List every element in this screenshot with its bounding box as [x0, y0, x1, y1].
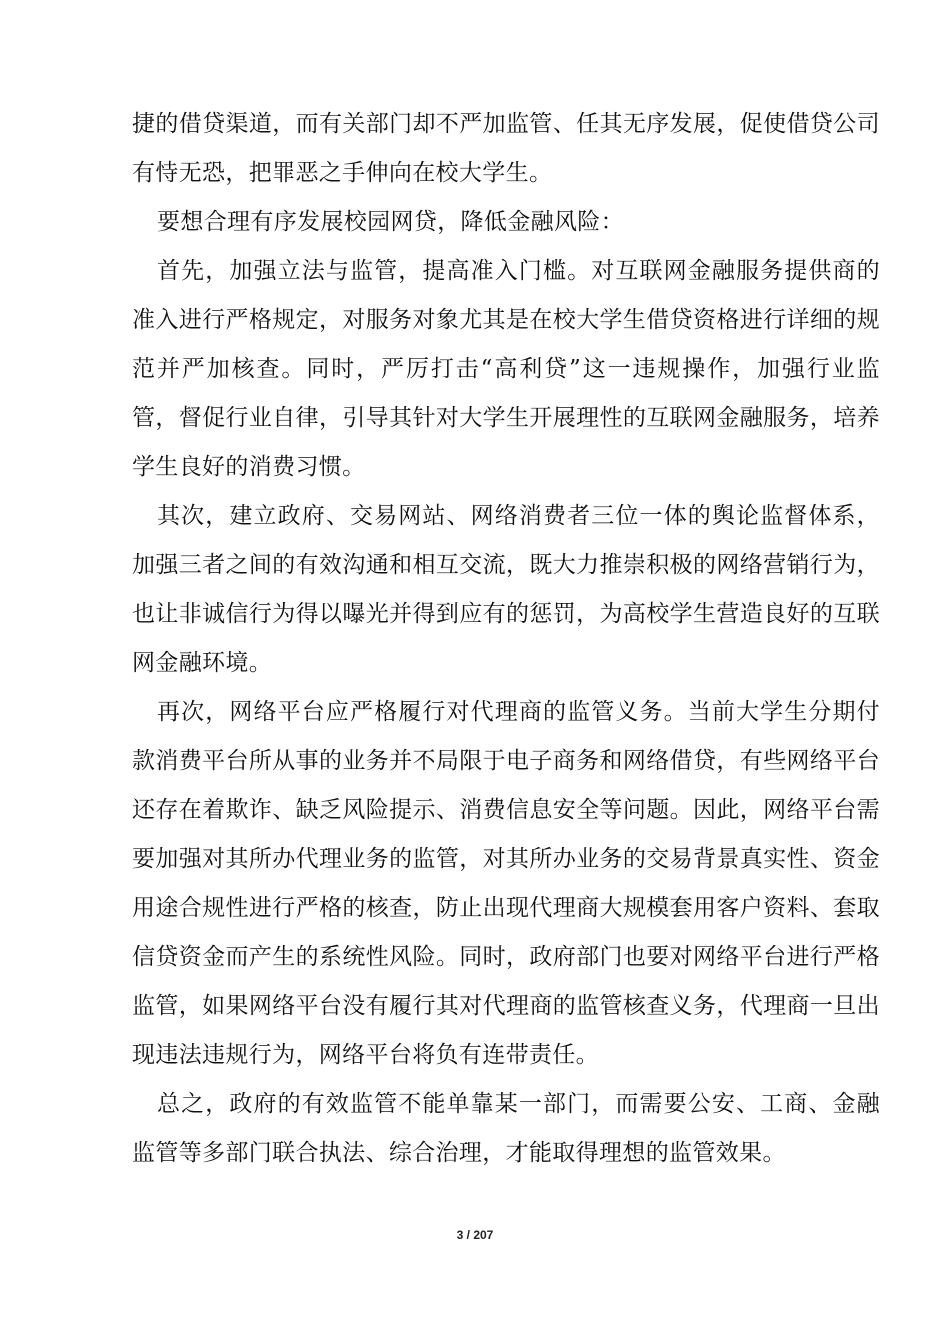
paragraph-continuation: 捷的借贷渠道，而有关部门却不严加监管、任其无序发展，促使借贷公司有恃无恐，把罪恶之手伸向在校大学生。: [132, 111, 880, 186]
paragraph-intro: 要想合理有序发展校园网贷，降低金融风险：: [157, 209, 624, 235]
paragraph-first: 首先，加强立法与监管，提高准入门槛。对互联网金融服务提供商的准入进行严格规定，对服务对象尤其是在校大学生借贷资格进行详细的规范并严加核查。同时，严厉打击“高利贷”这一违规操作，加强行业监管，督促行业自律，引导其针对大学生开展理性的互联网金融服务，培养学生良好的消费习惯。: [132, 258, 880, 480]
paragraph-conclusion: 总之，政府的有效监管不能单靠某一部门，而需要公安、工商、金融监管等多部门联合执法、综合治理，才能取得理想的监管效果。: [132, 1091, 880, 1166]
page-number: 3 / 207: [456, 1228, 494, 1242]
paragraph-third: 再次，网络平台应严格履行对代理商的监管义务。当前大学生分期付款消费平台所从事的业务并不局限于电子商务和网络借贷，有些网络平台还存在着欺诈、缺乏风险提示、消费信息安全等问题。因此，网络平台需要加强对其所办代理业务的监管，对其所办业务的交易背景真实性、资金用途合规性进行严格的核查，防止出现代理商大规模套用客户资料、套取信贷资金而产生的系统性风险。同时，政府部门也要对网络平台进行严格监管，如果网络平台没有履行其对代理商的监管核查义务，代理商一旦出现违法违规行为，网络平台将负有连带责任。: [132, 699, 880, 1068]
paragraph-second: 其次，建立政府、交易网站、网络消费者三位一体的舆论监督体系，加强三者之间的有效沟通和相互交流，既大力推崇积极的网络营销行为，也让非诚信行为得以曝光并得到应有的惩罚，为高校学生营造良好的互联网金融环境。: [132, 503, 880, 676]
document-body: [132, 100, 880, 1178]
